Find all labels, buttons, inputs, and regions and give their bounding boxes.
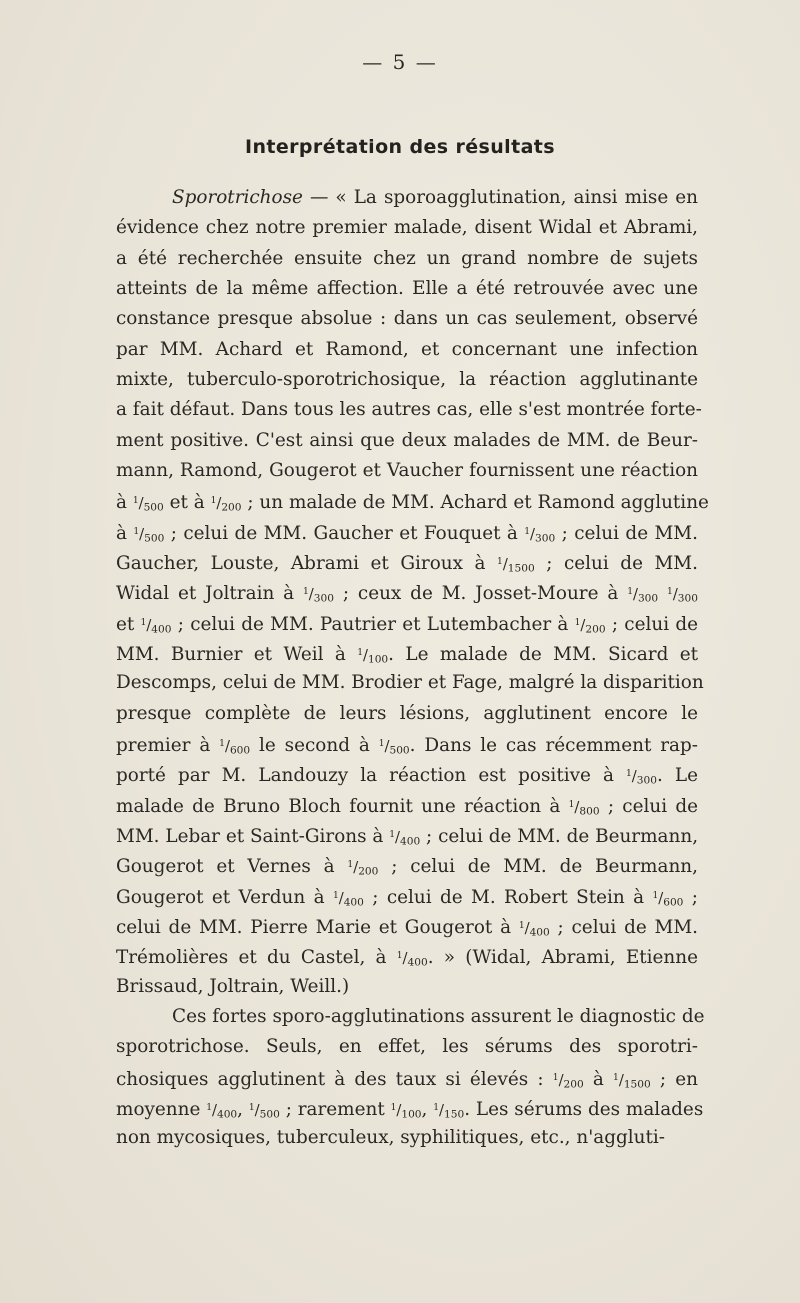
fraction: $^1/_{300}$ — [667, 586, 698, 605]
text-line: a fait défaut. Dans tous les autres cas, elle s'est montrée forte- — [116, 399, 702, 421]
text-line: Trémolières et du Castel, à $^1/_{400}$. » (Widal, Abrami, Etienne — [116, 947, 698, 969]
text-line: à $^1/_{500}$ ; celui de MM. Gaucher et Fouquet à $^1/_{300}$ ; celui de MM. — [116, 522, 698, 545]
fraction: $^1/_{200}$ — [552, 1071, 584, 1091]
fraction: $^1/_{500}$ — [248, 1101, 280, 1121]
text-line: chosiques agglutinent à des taux si élevés : $^1/_{200}$ à $^1/_{1500}$ ; en — [116, 1068, 698, 1091]
text-line: évidence chez notre premier malade, disent Widal et Abrami, — [116, 217, 698, 239]
fraction: $^1/_{600}$ — [652, 889, 684, 909]
text-line: Gougerot et Vernes à $^1/_{200}$ ; celui de MM. de Beurmann, — [116, 856, 698, 878]
text-line: Gougerot et Verdun à $^1/_{400}$ ; celui de M. Robert Stein à $^1/_{600}$ ; — [116, 886, 698, 909]
text-line: MM. Lebar et Saint-Girons à $^1/_{400}$ ; celui de MM. de Beurmann, — [116, 825, 699, 848]
text-line: MM. Burnier et Weil à $^1/_{100}$. Le malade de MM. Sicard et — [116, 643, 698, 666]
fraction: $^1/_{100}$ — [357, 646, 389, 666]
fraction: $^1/_{600}$ — [219, 737, 251, 757]
body-text — [116, 183, 709, 1154]
fraction: $^1/_{500}$ — [378, 737, 410, 757]
text-line: ment positive. C'est ainsi que deux malades de MM. de Beur- — [116, 429, 698, 451]
text-line: Widal et Joltrain à $^1/_{300}$ ; ceux de M. Josset-Moure à $^1/_{300}$ $^1/_{300}$ — [116, 583, 698, 605]
text-line: moyenne $^1/_{400}$, $^1/_{500}$ ; rarement $^1/_{100}$, $^1/_{150}$. Les sérums des malades — [116, 1098, 704, 1121]
text-line: Descomps, celui de MM. Brodier et Fage, malgré la disparition — [116, 672, 704, 694]
fraction: $^1/_{400}$ — [396, 950, 428, 969]
fraction: $^1/_{150}$ — [433, 1101, 465, 1121]
text-line: mixte, tuberculo-sporotrichosique, la réaction agglutinante — [116, 368, 698, 390]
fraction: $^1/_{300}$ — [627, 586, 659, 605]
section-heading: Interprétation des résultats — [245, 136, 555, 158]
fraction: $^1/_{200}$ — [574, 616, 606, 636]
text-line: presque complète de leurs lésions, agglutinent encore le — [116, 702, 698, 724]
fraction: $^1/_{400}$ — [206, 1101, 238, 1121]
fraction: $^1/_{1500}$ — [497, 555, 535, 575]
text-line: malade de Bruno Bloch fournit une réaction à $^1/_{800}$ ; celui de — [116, 795, 698, 818]
text-line: atteints de la même affection. Elle a été retrouvée avec une — [116, 277, 698, 299]
text-line: non mycosiques, tuberculeux, syphilitiques, etc., n'aggluti- — [116, 1127, 665, 1149]
text-line: constance presque absolue : dans un cas seulement, observé — [116, 308, 698, 330]
text-line: premier à $^1/_{600}$ le second à $^1/_{500}$. Dans le cas récemment rap- — [116, 734, 698, 757]
text-line: porté par M. Landouzy la réaction est positive à $^1/_{300}$. Le — [116, 765, 698, 787]
fraction: $^1/_{300}$ — [303, 586, 334, 605]
text-line: Sporotrichose — « La sporoagglutination, ainsi mise en — [172, 187, 698, 208]
paragraph-diagnostic — [116, 1002, 705, 1154]
text-line: Gaucher, Louste, Abrami et Giroux à $^1/_{1500}$ ; celui de MM. — [116, 552, 698, 575]
fraction: $^1/_{400}$ — [389, 828, 421, 848]
text-line: Ces fortes sporo-agglutinations assurent le diagnostic de — [172, 1005, 705, 1027]
fraction: $^1/_{400}$ — [332, 889, 364, 909]
fraction: $^1/_{500}$ — [133, 525, 165, 545]
fraction: $^1/_{200}$ — [210, 495, 242, 514]
fraction: $^1/_{300}$ — [626, 768, 657, 787]
fraction: $^1/_{400}$ — [140, 616, 172, 636]
page-number: — 5 — — [362, 50, 438, 74]
text-line: sporotrichose. Seuls, en effet, les sérums des sporotri- — [116, 1036, 698, 1058]
text-line: à $^1/_{500}$ et à $^1/_{200}$ ; un malade de MM. Achard et Ramond agglutine — [116, 492, 709, 514]
text-line: celui de MM. Pierre Marie et Gougerot à $^1/_{400}$ ; celui de MM. — [116, 916, 698, 939]
fraction: $^1/_{300}$ — [524, 525, 556, 545]
fraction: $^1/_{400}$ — [518, 919, 550, 939]
text-line: Brissaud, Joltrain, Weill.) — [116, 975, 350, 997]
text-line: et $^1/_{400}$ ; celui de MM. Pautrier et Lutembacher à $^1/_{200}$ ; celui de — [116, 613, 699, 636]
fraction: $^1/_{1500}$ — [613, 1071, 651, 1091]
paragraph-sporotrichose-quote — [116, 183, 709, 1002]
fraction: $^1/_{800}$ — [568, 798, 600, 818]
fraction: $^1/_{100}$ — [390, 1101, 422, 1121]
text-line: mann, Ramond, Gougerot et Vaucher fournissent une réaction — [116, 459, 698, 481]
text-line: a été recherchée ensuite chez un grand nombre de sujets — [116, 247, 698, 269]
fraction: $^1/_{200}$ — [347, 859, 379, 878]
text-line: par MM. Achard et Ramond, et concernant une infection — [116, 338, 698, 360]
fraction: $^1/_{500}$ — [132, 495, 164, 514]
